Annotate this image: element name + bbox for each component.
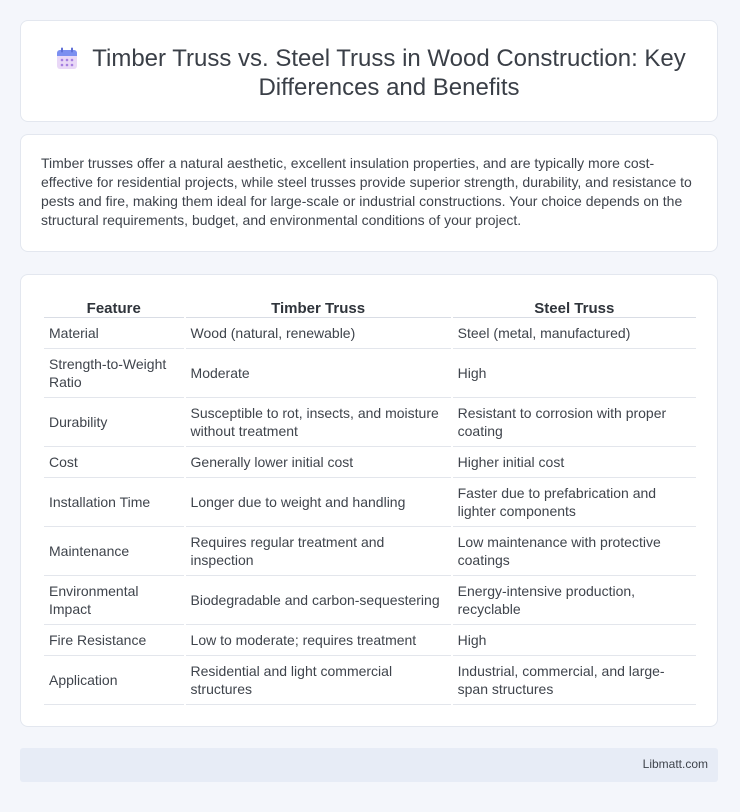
feature-cell: Durability <box>44 398 184 447</box>
steel-cell: Energy-intensive production, recyclable <box>453 576 696 625</box>
feature-cell: Material <box>44 318 184 349</box>
page-title: Timber Truss vs. Steel Truss in Wood Construction: Key Differences and Benefits <box>92 45 686 101</box>
column-header-steel: Steel Truss <box>453 297 696 318</box>
footer-bar <box>20 748 718 782</box>
timber-cell: Low to moderate; requires treatment <box>186 625 451 656</box>
table-row <box>44 349 696 398</box>
steel-cell: High <box>453 349 696 398</box>
steel-cell: High <box>453 625 696 656</box>
table-header-row <box>44 297 696 318</box>
timber-cell: Moderate <box>186 349 451 398</box>
timber-cell: Biodegradable and carbon-sequestering <box>186 576 451 625</box>
timber-cell: Residential and light commercial structures <box>186 656 451 705</box>
steel-cell: Industrial, commercial, and large-span structures <box>453 656 696 705</box>
feature-cell: Strength-to-Weight Ratio <box>44 349 184 398</box>
comparison-card <box>20 274 718 727</box>
steel-cell: Resistant to corrosion with proper coating <box>453 398 696 447</box>
column-header-feature: Feature <box>44 297 184 318</box>
table-row <box>44 656 696 705</box>
feature-cell: Application <box>44 656 184 705</box>
feature-cell: Cost <box>44 447 184 478</box>
table-row <box>44 478 696 527</box>
table-row <box>44 398 696 447</box>
timber-cell: Requires regular treatment and inspection <box>186 527 451 576</box>
feature-cell: Installation Time <box>44 478 184 527</box>
timber-cell: Longer due to weight and handling <box>186 478 451 527</box>
feature-cell: Fire Resistance <box>44 625 184 656</box>
table-row <box>44 318 696 349</box>
title-card <box>20 20 718 122</box>
column-header-timber: Timber Truss <box>186 297 451 318</box>
feature-cell: Maintenance <box>44 527 184 576</box>
timber-cell: Generally lower initial cost <box>186 447 451 478</box>
intro-card <box>20 134 718 252</box>
timber-cell: Wood (natural, renewable) <box>186 318 451 349</box>
intro-text: Timber trusses offer a natural aesthetic, excellent insulation properties, and are typically more cost-effective for residential projects, while steel trusses provide superior strength, durability, and resistance to pests and fire, making them ideal for large-scale or industrial constructions. Your choice depends on the structural requirements, budget, and environmental conditions of your project. <box>41 155 692 228</box>
steel-cell: Faster due to prefabrication and lighter components <box>453 478 696 527</box>
footer-site-link[interactable]: Libmatt.com <box>642 757 708 771</box>
steel-cell: Higher initial cost <box>453 447 696 478</box>
steel-cell: Low maintenance with protective coatings <box>453 527 696 576</box>
timber-cell: Susceptible to rot, insects, and moisture without treatment <box>186 398 451 447</box>
feature-cell: Environmental Impact <box>44 576 184 625</box>
table-row <box>44 625 696 656</box>
steel-cell: Steel (metal, manufactured) <box>453 318 696 349</box>
table-row <box>44 527 696 576</box>
comparison-table <box>42 297 698 705</box>
table-row <box>44 576 696 625</box>
table-row <box>44 447 696 478</box>
